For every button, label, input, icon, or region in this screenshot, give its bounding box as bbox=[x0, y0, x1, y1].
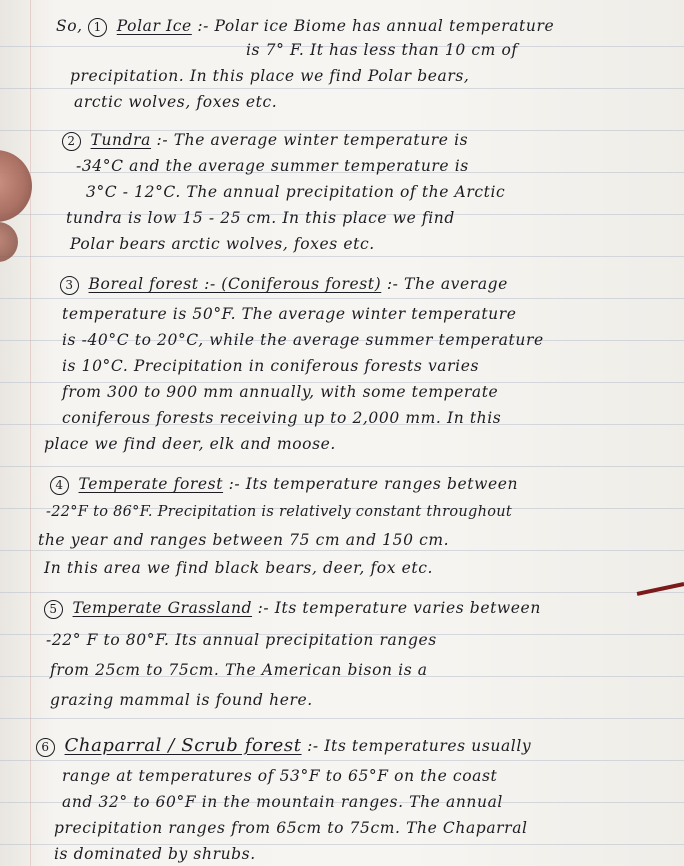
section-3-heading-line bbox=[60, 274, 508, 295]
section-number-badge: 6 bbox=[36, 738, 55, 757]
page-edge-mark bbox=[637, 582, 684, 596]
section-heading: Temperate forest bbox=[78, 475, 224, 493]
section-number-badge: 2 bbox=[62, 132, 81, 151]
ruled-line bbox=[0, 88, 684, 89]
section-text: is dominated by shrubs. bbox=[54, 845, 256, 863]
section-text: :- Its temperature varies between bbox=[257, 599, 541, 617]
section-prefix: So, bbox=[56, 17, 83, 35]
section-4-heading-line bbox=[50, 474, 518, 495]
section-text: place we find deer, elk and moose. bbox=[44, 435, 336, 453]
ruled-line bbox=[0, 256, 684, 257]
section-text: and 32° to 60°F in the mountain ranges. The annual bbox=[62, 793, 503, 811]
section-text: -22°F to 86°F. Precipitation is relatively constant throughout bbox=[46, 504, 513, 520]
thumb-shadow bbox=[0, 150, 32, 222]
section-text: precipitation. In this place we find Polar bears, bbox=[70, 67, 470, 85]
section-text: arctic wolves, foxes etc. bbox=[74, 93, 278, 111]
section-6-heading-line bbox=[36, 736, 531, 757]
section-text: from 25cm to 75cm. The American bison is a bbox=[50, 661, 428, 679]
section-text: from 300 to 900 mm annually, with some temperate bbox=[62, 383, 499, 401]
section-text: coniferous forests receiving up to 2,000 mm. In this bbox=[62, 409, 502, 427]
section-number-badge: 5 bbox=[44, 600, 63, 619]
section-heading: Chaparral / Scrub forest bbox=[64, 735, 302, 756]
section-1-heading-line bbox=[56, 16, 554, 37]
section-heading: Polar Ice bbox=[116, 17, 192, 35]
section-text: is -40°C to 20°C, while the average summer temperature bbox=[62, 331, 544, 349]
ruled-line bbox=[0, 550, 684, 551]
section-2-heading-line bbox=[62, 130, 468, 151]
section-text: grazing mammal is found here. bbox=[50, 691, 313, 709]
section-text: :- Polar ice Biome has annual temperature bbox=[197, 17, 555, 35]
section-text: -34°C and the average summer temperature is bbox=[76, 157, 469, 175]
section-text: precipitation ranges from 65cm to 75cm. The Chaparral bbox=[54, 819, 528, 837]
section-text: In this area we find black bears, deer, fox etc. bbox=[44, 559, 434, 577]
ruled-line bbox=[0, 298, 684, 299]
ruled-line bbox=[0, 466, 684, 467]
section-text: Polar bears arctic wolves, foxes etc. bbox=[70, 235, 375, 253]
section-text: :- The average bbox=[386, 275, 508, 293]
section-text: 3°C - 12°C. The annual precipitation of the Arctic bbox=[86, 183, 506, 201]
section-text: :- The average winter temperature is bbox=[156, 131, 469, 149]
section-heading: Tundra bbox=[90, 131, 152, 149]
section-number-badge: 3 bbox=[60, 276, 79, 295]
ruled-line bbox=[0, 592, 684, 593]
section-text: is 7° F. It has less than 10 cm of bbox=[246, 41, 518, 59]
section-text: is 10°C. Precipitation in coniferous forests varies bbox=[62, 357, 480, 375]
section-text: -22° F to 80°F. Its annual precipitation ranges bbox=[46, 631, 437, 649]
section-heading: Temperate Grassland bbox=[72, 599, 253, 617]
section-text: range at temperatures of 53°F to 65°F on the coast bbox=[62, 767, 498, 785]
section-number-badge: 4 bbox=[50, 476, 69, 495]
section-text: temperature is 50°F. The average winter temperature bbox=[62, 305, 517, 323]
ruled-line bbox=[0, 760, 684, 761]
section-text: tundra is low 15 - 25 cm. In this place we find bbox=[66, 209, 455, 227]
section-text: the year and ranges between 75 cm and 150 cm. bbox=[38, 531, 450, 549]
section-5-heading-line bbox=[44, 598, 541, 619]
section-number-badge: 1 bbox=[88, 18, 107, 37]
section-text: :- Its temperatures usually bbox=[307, 737, 532, 755]
section-heading: Boreal forest :- (Coniferous forest) bbox=[88, 275, 382, 293]
ruled-line bbox=[0, 718, 684, 719]
section-text: :- Its temperature ranges between bbox=[228, 475, 519, 493]
